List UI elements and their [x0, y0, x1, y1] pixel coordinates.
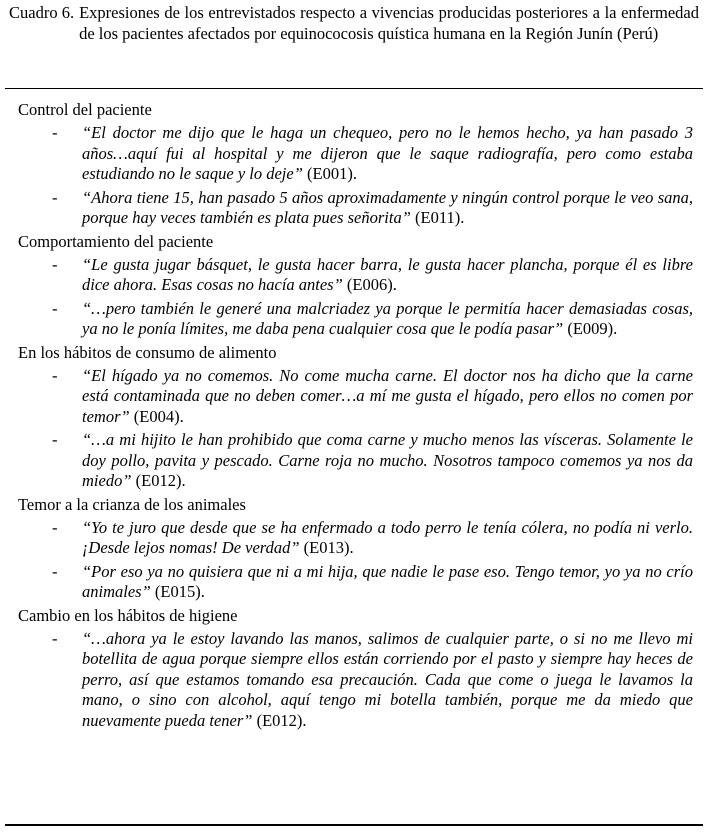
quote-text: [82, 629, 693, 732]
caption-label: Cuadro 6.: [9, 3, 75, 22]
quote-body: “Le gusta jugar básquet, le gusta hacer barra, le gusta hacer plancha, porque él es libre dice ahora. Esas cosas no hacía antes”: [82, 254, 693, 294]
quote-body: “Por eso ya no quisiera que ni a mi hija, que nadie le pase eso. Tengo temor, yo ya no crío animales”: [82, 561, 693, 601]
table-body: [0, 100, 707, 734]
bullet-dash: -: [52, 430, 58, 449]
section: [0, 232, 707, 340]
quote-body: “El doctor me dijo que le haga un chequeo, pero no le hemos hecho, ya han pasado 3 años…aquí fui al hospital y me dijeron que le saque radiografía, pero como estaba estudiando no le saque y lo deje”: [82, 123, 693, 183]
quote-body: “…ahora ya le estoy lavando las manos, salimos de cualquier parte, o si no me llevo mi botellita de agua porque siempre ellos están corriendo por el pasto y siempre hay heces de perro, así que estamos tomando esa precaución. Cada que come o juega le lavamos la mano, o sino con alcohol, aquí tengo mi botella también, porque me da miedo que nuevamente pueda tener”: [82, 628, 693, 730]
bullet-dash: -: [52, 517, 58, 537]
quote-body: “El hígado ya no comemos. No come mucha carne. El doctor nos ha dicho que la carne está contaminada que no deben comer…a mí me gusta el hígado, pero ellos no comen por temor”: [82, 365, 693, 426]
quote-body: “…pero también le generé una malcriadez ya porque le permitía hacer demasiadas cosas, ya no le ponía límites, me daba pena cualquier cosa que le podía pasar”: [82, 298, 693, 338]
quote-text: [82, 430, 693, 492]
quote-body: “…a mi hijito le han prohibido que coma carne y mucho menos las vísceras. Solamente le doy pollo, pavita y pescado. Carne roja no mucho. Nosotros tampoco comemos ya nos da miedo”: [82, 430, 693, 490]
interviewee-code: (E009).: [567, 319, 618, 338]
bullet-dash: -: [52, 254, 58, 274]
section-heading: En los hábitos de consumo de alimento: [18, 342, 277, 362]
quote-text: [82, 188, 693, 229]
section-heading: Cambio en los hábitos de higiene: [18, 605, 238, 625]
section: [0, 100, 707, 229]
interviewee-code: (E012).: [135, 471, 186, 490]
quote-item: [52, 628, 693, 732]
bullet-dash: -: [52, 561, 58, 581]
quote-item: [52, 561, 693, 603]
quote-item: [52, 123, 693, 185]
interviewee-code: (E004).: [133, 406, 184, 426]
quote-item: [52, 430, 693, 492]
interviewee-code: (E013).: [303, 538, 354, 557]
section: [0, 343, 707, 492]
interviewee-code: (E006).: [346, 275, 397, 294]
caption-text: Expresiones de los entrevistados respecto a vivencias producidas posteriores a la enfermedad de los pacientes afectados por equinococosis quística humana en la Región Junín (Perú): [79, 3, 699, 43]
section: [0, 495, 707, 603]
section-heading: Comportamiento del paciente: [18, 231, 214, 251]
bullet-dash: -: [52, 123, 58, 142]
table-caption: [9, 3, 699, 44]
quote-item: [52, 187, 693, 229]
quote-item: [52, 298, 693, 340]
top-rule: [5, 88, 703, 89]
quote-item: [52, 517, 693, 559]
quote-text: [82, 123, 693, 185]
section: [0, 606, 707, 732]
quote-body: “Ahora tiene 15, han pasado 5 años aproximadamente y ningún control porque le veo sana, porque hay veces también es plata pues señorita”: [82, 187, 693, 227]
bullet-dash: -: [52, 298, 58, 318]
quote-item: [52, 365, 693, 428]
section-heading: Control del paciente: [18, 100, 152, 119]
interviewee-code: (E012).: [256, 710, 307, 730]
interviewee-code: (E001).: [307, 164, 357, 183]
bottom-rule: [5, 824, 703, 826]
quote-item: [52, 254, 693, 296]
bullet-dash: -: [52, 187, 58, 207]
quote-text: [82, 255, 693, 296]
quote-text: [82, 562, 693, 603]
section-heading: Temor a la crianza de los animales: [18, 494, 246, 514]
quote-body: “Yo te juro que desde que se ha enfermado a todo perro le tenía cólera, no podía ni verlo. ¡Desde lejos nomas! De verdad”: [82, 517, 693, 557]
interviewee-code: (E015).: [154, 582, 205, 601]
bullet-dash: -: [52, 628, 58, 648]
interviewee-code: (E011).: [415, 208, 465, 227]
quote-text: [82, 299, 693, 340]
quote-text: [82, 366, 693, 428]
quote-text: [82, 518, 693, 559]
bullet-dash: -: [52, 365, 58, 385]
